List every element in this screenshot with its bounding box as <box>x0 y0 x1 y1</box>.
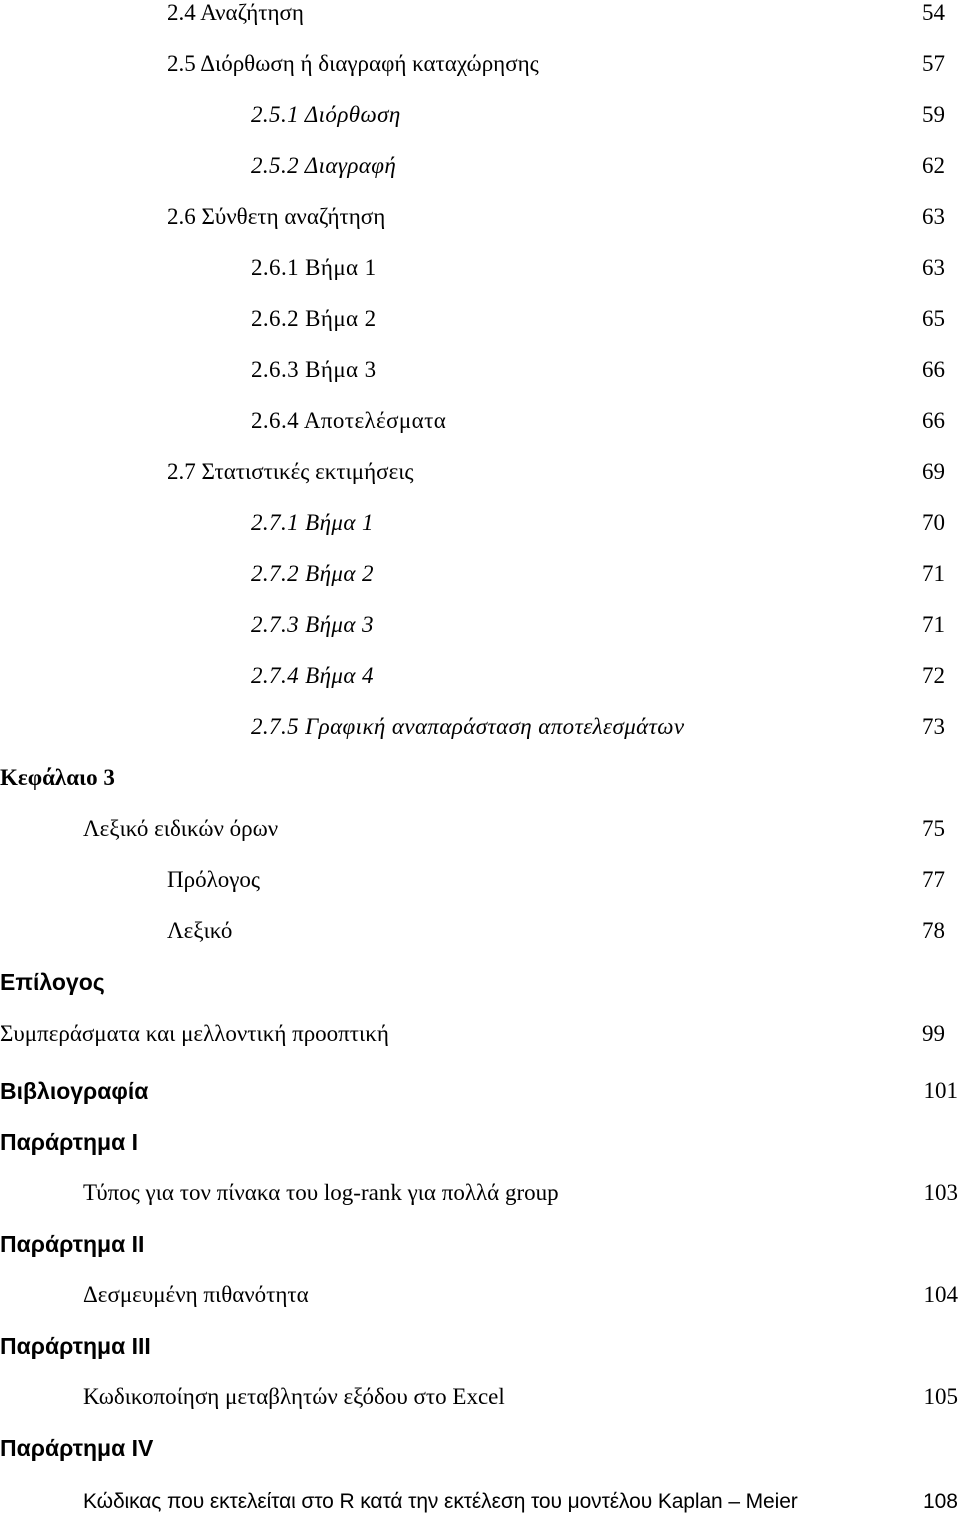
toc-entry-page: 75 <box>922 816 945 841</box>
toc-entry-bibliography <box>0 1078 960 1118</box>
toc-entry-page: 54 <box>922 0 945 25</box>
toc-entry-2-7 <box>0 459 960 499</box>
toc-entry-foreword <box>0 867 960 907</box>
toc-entry-page: 71 <box>922 561 945 586</box>
toc-entry-2-6 <box>0 204 960 244</box>
toc-heading-label: Παράρτημα Ι <box>0 1129 139 1155</box>
toc-entry-label: Λεξικό <box>167 918 233 943</box>
toc-entry-page: 103 <box>923 1180 958 1205</box>
toc-entry-label: 2.7.2 Βήμα 2 <box>251 561 374 586</box>
toc-entry-page: 66 <box>922 408 945 433</box>
toc-entry-glossary <box>0 816 960 856</box>
toc-heading-appendix-4 <box>0 1435 960 1475</box>
toc-entry-label: 2.5.1 Διόρθωση <box>251 102 401 127</box>
toc-entry-label: Κωδικοποίηση μεταβλητών εξόδου στο Excel <box>83 1384 505 1409</box>
toc-heading-chapter-3 <box>0 765 960 805</box>
toc-entry-2-6-4 <box>0 408 960 448</box>
toc-entry-label: Λεξικό ειδικών όρων <box>83 816 279 841</box>
toc-heading-label: Παράρτημα IV <box>0 1435 154 1461</box>
toc-entry-2-6-2 <box>0 306 960 346</box>
toc-entry-label: 2.5.2 Διαγραφή <box>251 153 397 178</box>
toc-heading-appendix-3 <box>0 1333 960 1373</box>
toc-entry-page: 78 <box>922 918 945 943</box>
toc-entry-2-7-5 <box>0 714 960 754</box>
toc-entry-label: 2.6.4 Αποτελέσματα <box>251 408 447 433</box>
toc-entry-label: 2.7.5 Γραφική αναπαράσταση αποτελεσμάτων <box>251 714 685 739</box>
toc-entry-label: 2.6 Σύνθετη αναζήτηση <box>167 204 386 229</box>
toc-entry-page: 71 <box>922 612 945 637</box>
toc-entry-label: Δεσμευμένη πιθανότητα <box>83 1282 309 1307</box>
toc-entry-conditional-probability <box>0 1282 960 1322</box>
toc-entry-page: 62 <box>922 153 945 178</box>
toc-entry-label: 2.4 Αναζήτηση <box>167 0 304 25</box>
toc-heading-appendix-2 <box>0 1231 960 1271</box>
toc-entry-2-4 <box>0 0 960 40</box>
toc-entry-page: 105 <box>923 1384 958 1409</box>
toc-entry-2-5-2 <box>0 153 960 193</box>
toc-entry-page: 77 <box>922 867 945 892</box>
toc-entry-page: 104 <box>923 1282 958 1307</box>
toc-entry-label: 2.6.3 Βήμα 3 <box>251 357 377 382</box>
toc-entry-page: 59 <box>922 102 945 127</box>
toc-entry-r-code <box>0 1489 960 1529</box>
toc-entry-2-6-1 <box>0 255 960 295</box>
toc-heading-label: Κεφάλαιο 3 <box>0 765 115 790</box>
toc-entry-excel-encoding <box>0 1384 960 1424</box>
toc-heading-appendix-1 <box>0 1129 960 1169</box>
toc-entry-2-5 <box>0 51 960 91</box>
toc-entry-label: 2.7.3 Βήμα 3 <box>251 612 374 637</box>
toc-entry-label: 2.6.2 Βήμα 2 <box>251 306 377 331</box>
toc-entry-label: 2.6.1 Βήμα 1 <box>251 255 377 280</box>
toc-heading-label: Επίλογος <box>0 969 105 995</box>
toc-entry-label: Πρόλογος <box>167 867 261 892</box>
toc-entry-label: Συμπεράσματα και μελλοντική προοπτική <box>0 1021 389 1046</box>
toc-heading-label: Παράρτημα ΙΙΙ <box>0 1333 151 1359</box>
toc-entry-label: Κώδικας που εκτελείται στο R κατά την εκτέλεση του μοντέλου Kaplan – Meier <box>83 1490 798 1513</box>
toc-entry-conclusions <box>0 1021 960 1061</box>
toc-entry-page: 63 <box>922 255 945 280</box>
toc-entry-page: 108 <box>922 1490 958 1513</box>
toc-entry-dictionary <box>0 918 960 958</box>
toc-entry-2-7-2 <box>0 561 960 601</box>
toc-entry-page: 101 <box>923 1078 958 1103</box>
toc-entry-2-7-3 <box>0 612 960 652</box>
toc-entry-2-5-1 <box>0 102 960 142</box>
toc-entry-label: 2.5 Διόρθωση ή διαγραφή καταχώρησης <box>167 51 539 76</box>
toc-heading-epilogue <box>0 969 960 1009</box>
toc-entry-label: 2.7 Στατιστικές εκτιμήσεις <box>167 459 414 484</box>
toc-entry-page: 73 <box>922 714 945 739</box>
toc-entry-page: 99 <box>922 1021 945 1046</box>
toc-entry-label: 2.7.1 Βήμα 1 <box>251 510 374 535</box>
toc-entry-page: 65 <box>922 306 945 331</box>
toc-entry-page: 66 <box>922 357 945 382</box>
toc-entry-page: 72 <box>922 663 945 688</box>
toc-entry-page: 69 <box>922 459 945 484</box>
toc-entry-2-7-4 <box>0 663 960 703</box>
toc-entry-page: 63 <box>922 204 945 229</box>
toc-heading-label: Παράρτημα ΙΙ <box>0 1231 145 1257</box>
toc-entry-2-6-3 <box>0 357 960 397</box>
toc-entry-log-rank <box>0 1180 960 1220</box>
toc-entry-page: 57 <box>922 51 945 76</box>
toc-entry-label: 2.7.4 Βήμα 4 <box>251 663 374 688</box>
toc-entry-label: Βιβλιογραφία <box>0 1078 149 1104</box>
toc-entry-label: Τύπος για τον πίνακα του log-rank για πολλά group <box>83 1180 559 1205</box>
toc-entry-page: 70 <box>922 510 945 535</box>
toc-entry-2-7-1 <box>0 510 960 550</box>
